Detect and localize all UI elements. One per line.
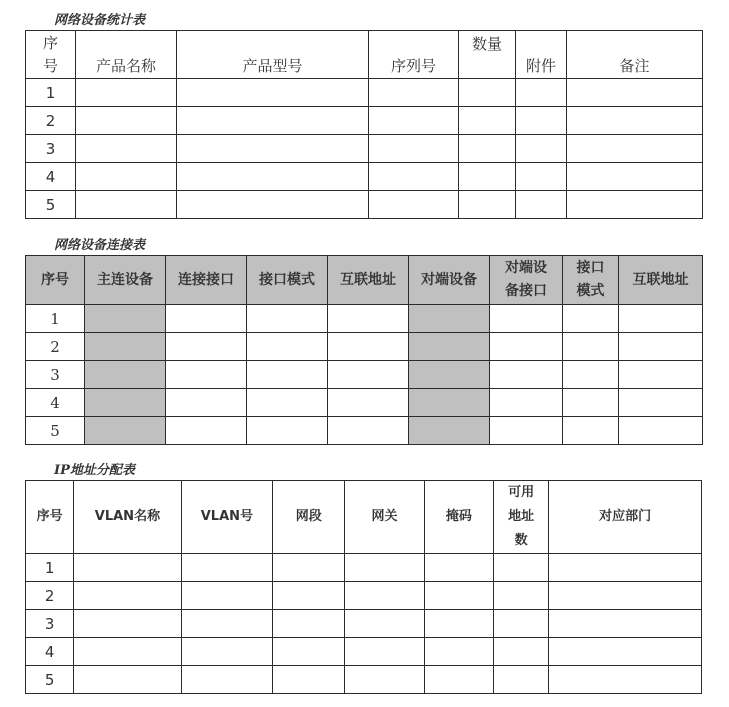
cell[interactable] <box>459 79 516 107</box>
table2-title: 网络设备连接表 <box>54 238 146 253</box>
header-cell: 序号 <box>26 481 74 554</box>
cell[interactable] <box>494 638 549 666</box>
cell[interactable] <box>549 638 702 666</box>
cell[interactable] <box>549 554 702 582</box>
header-cell: 对端设备接口 <box>490 256 563 305</box>
cell[interactable] <box>549 666 702 694</box>
cell[interactable] <box>516 163 567 191</box>
cell[interactable] <box>247 389 328 417</box>
shaded-cell[interactable] <box>409 305 490 333</box>
header-cell: 序号 <box>26 31 76 79</box>
header-cell: 对应部门 <box>549 481 702 554</box>
header-cell: VLAN名称 <box>74 481 181 554</box>
table-row <box>26 610 702 638</box>
header-cell: 互联地址 <box>328 256 409 305</box>
header-cell: 接口模式 <box>247 256 328 305</box>
cell[interactable] <box>494 582 549 610</box>
row-index: 1 <box>26 554 74 582</box>
cell[interactable] <box>74 582 181 610</box>
header-cell: 网关 <box>345 481 424 554</box>
cell[interactable] <box>328 389 409 417</box>
cell[interactable] <box>459 163 516 191</box>
cell[interactable] <box>247 333 328 361</box>
cell[interactable] <box>74 610 181 638</box>
header-cell: 序号 <box>26 256 85 305</box>
cell[interactable] <box>516 107 567 135</box>
table-row <box>26 333 703 361</box>
cell[interactable] <box>459 191 516 219</box>
cell[interactable] <box>549 610 702 638</box>
cell[interactable] <box>247 361 328 389</box>
device-stats-table <box>25 30 703 219</box>
cell[interactable] <box>328 417 409 445</box>
cell[interactable] <box>490 389 563 417</box>
cell[interactable] <box>619 389 703 417</box>
cell[interactable] <box>345 666 424 694</box>
cell[interactable] <box>494 610 549 638</box>
row-index: 1 <box>26 79 76 107</box>
cell[interactable] <box>345 554 424 582</box>
cell[interactable] <box>369 107 459 135</box>
cell[interactable] <box>549 582 702 610</box>
cell[interactable] <box>369 163 459 191</box>
cell[interactable] <box>567 135 703 163</box>
cell[interactable] <box>619 417 703 445</box>
cell[interactable] <box>177 79 369 107</box>
cell[interactable] <box>273 554 345 582</box>
row-index: 3 <box>26 610 74 638</box>
header-cell: VLAN号 <box>181 481 272 554</box>
cell[interactable] <box>177 107 369 135</box>
shaded-cell[interactable] <box>409 333 490 361</box>
header-cell: 产品名称 <box>76 31 177 79</box>
table-row <box>26 638 702 666</box>
table-row <box>26 582 702 610</box>
table-row <box>26 666 702 694</box>
cell[interactable] <box>516 79 567 107</box>
cell[interactable] <box>490 417 563 445</box>
cell[interactable] <box>76 191 177 219</box>
header-cell: 连接接口 <box>166 256 247 305</box>
shaded-cell[interactable] <box>85 361 166 389</box>
cell[interactable] <box>619 305 703 333</box>
cell[interactable] <box>76 107 177 135</box>
cell[interactable] <box>76 135 177 163</box>
cell[interactable] <box>567 107 703 135</box>
row-index: 5 <box>26 191 76 219</box>
shaded-cell[interactable] <box>409 361 490 389</box>
cell[interactable] <box>424 582 493 610</box>
cell[interactable] <box>345 638 424 666</box>
cell[interactable] <box>424 638 493 666</box>
table-row <box>26 389 703 417</box>
cell[interactable] <box>369 135 459 163</box>
device-connection-table <box>25 255 703 445</box>
cell[interactable] <box>369 79 459 107</box>
cell[interactable] <box>494 554 549 582</box>
cell[interactable] <box>563 389 619 417</box>
table1-title: 网络设备统计表 <box>54 13 146 28</box>
row-index: 4 <box>26 389 85 417</box>
cell[interactable] <box>74 638 181 666</box>
cell[interactable] <box>76 163 177 191</box>
ip-allocation-table <box>25 480 702 694</box>
cell[interactable] <box>516 135 567 163</box>
cell[interactable] <box>619 361 703 389</box>
header-cell: 主连设备 <box>85 256 166 305</box>
cell[interactable] <box>273 610 345 638</box>
cell[interactable] <box>490 333 563 361</box>
cell[interactable] <box>328 305 409 333</box>
cell[interactable] <box>567 163 703 191</box>
cell[interactable] <box>563 417 619 445</box>
cell[interactable] <box>166 361 247 389</box>
table-row <box>26 163 703 191</box>
shaded-cell[interactable] <box>85 389 166 417</box>
cell[interactable] <box>177 135 369 163</box>
row-index: 5 <box>26 417 85 445</box>
header-cell: 备注 <box>567 31 703 79</box>
shaded-cell[interactable] <box>85 333 166 361</box>
cell[interactable] <box>247 305 328 333</box>
table-row <box>26 191 703 219</box>
cell[interactable] <box>345 610 424 638</box>
cell[interactable] <box>459 135 516 163</box>
cell[interactable] <box>563 333 619 361</box>
row-index: 2 <box>26 582 74 610</box>
header-cell: 网段 <box>273 481 345 554</box>
row-index: 2 <box>26 333 85 361</box>
cell[interactable] <box>424 610 493 638</box>
header-cell: 接口模式 <box>563 256 619 305</box>
cell[interactable] <box>177 191 369 219</box>
cell[interactable] <box>273 666 345 694</box>
cell[interactable] <box>563 305 619 333</box>
cell[interactable] <box>181 582 272 610</box>
cell[interactable] <box>273 638 345 666</box>
cell[interactable] <box>328 361 409 389</box>
shaded-cell[interactable] <box>85 305 166 333</box>
header-cell: 可用地址数 <box>494 481 549 554</box>
table-row <box>26 554 702 582</box>
cell[interactable] <box>424 666 493 694</box>
cell[interactable] <box>567 191 703 219</box>
table-row <box>26 79 703 107</box>
cell[interactable] <box>166 333 247 361</box>
table-row <box>26 107 703 135</box>
row-index: 3 <box>26 135 76 163</box>
cell[interactable] <box>181 666 272 694</box>
cell[interactable] <box>328 333 409 361</box>
cell[interactable] <box>181 554 272 582</box>
cell[interactable] <box>247 417 328 445</box>
header-cell: 掩码 <box>424 481 493 554</box>
table-row <box>26 417 703 445</box>
table-row <box>26 361 703 389</box>
cell[interactable] <box>345 582 424 610</box>
table3-title: IP地址分配表 <box>54 463 135 478</box>
cell[interactable] <box>74 554 181 582</box>
shaded-cell[interactable] <box>409 417 490 445</box>
row-index: 4 <box>26 163 76 191</box>
header-cell: 附件 <box>516 31 567 79</box>
row-index: 1 <box>26 305 85 333</box>
row-index: 2 <box>26 107 76 135</box>
cell[interactable] <box>490 305 563 333</box>
shaded-cell[interactable] <box>85 417 166 445</box>
table-row <box>26 305 703 333</box>
cell[interactable] <box>177 163 369 191</box>
header-cell: 数量 <box>459 31 516 79</box>
cell[interactable] <box>166 305 247 333</box>
cell[interactable] <box>74 666 181 694</box>
cell[interactable] <box>273 582 345 610</box>
cell[interactable] <box>563 361 619 389</box>
cell[interactable] <box>166 389 247 417</box>
cell[interactable] <box>567 79 703 107</box>
header-cell: 产品型号 <box>177 31 369 79</box>
cell[interactable] <box>76 79 177 107</box>
row-index: 5 <box>26 666 74 694</box>
cell[interactable] <box>181 610 272 638</box>
cell[interactable] <box>166 417 247 445</box>
cell[interactable] <box>494 666 549 694</box>
row-index: 3 <box>26 361 85 389</box>
cell[interactable] <box>516 191 567 219</box>
cell[interactable] <box>369 191 459 219</box>
header-cell: 对端设备 <box>409 256 490 305</box>
header-cell: 序列号 <box>369 31 459 79</box>
cell[interactable] <box>181 638 272 666</box>
header-cell: 互联地址 <box>619 256 703 305</box>
table-row <box>26 135 703 163</box>
cell[interactable] <box>459 107 516 135</box>
row-index: 4 <box>26 638 74 666</box>
cell[interactable] <box>490 361 563 389</box>
cell[interactable] <box>619 333 703 361</box>
cell[interactable] <box>424 554 493 582</box>
shaded-cell[interactable] <box>409 389 490 417</box>
